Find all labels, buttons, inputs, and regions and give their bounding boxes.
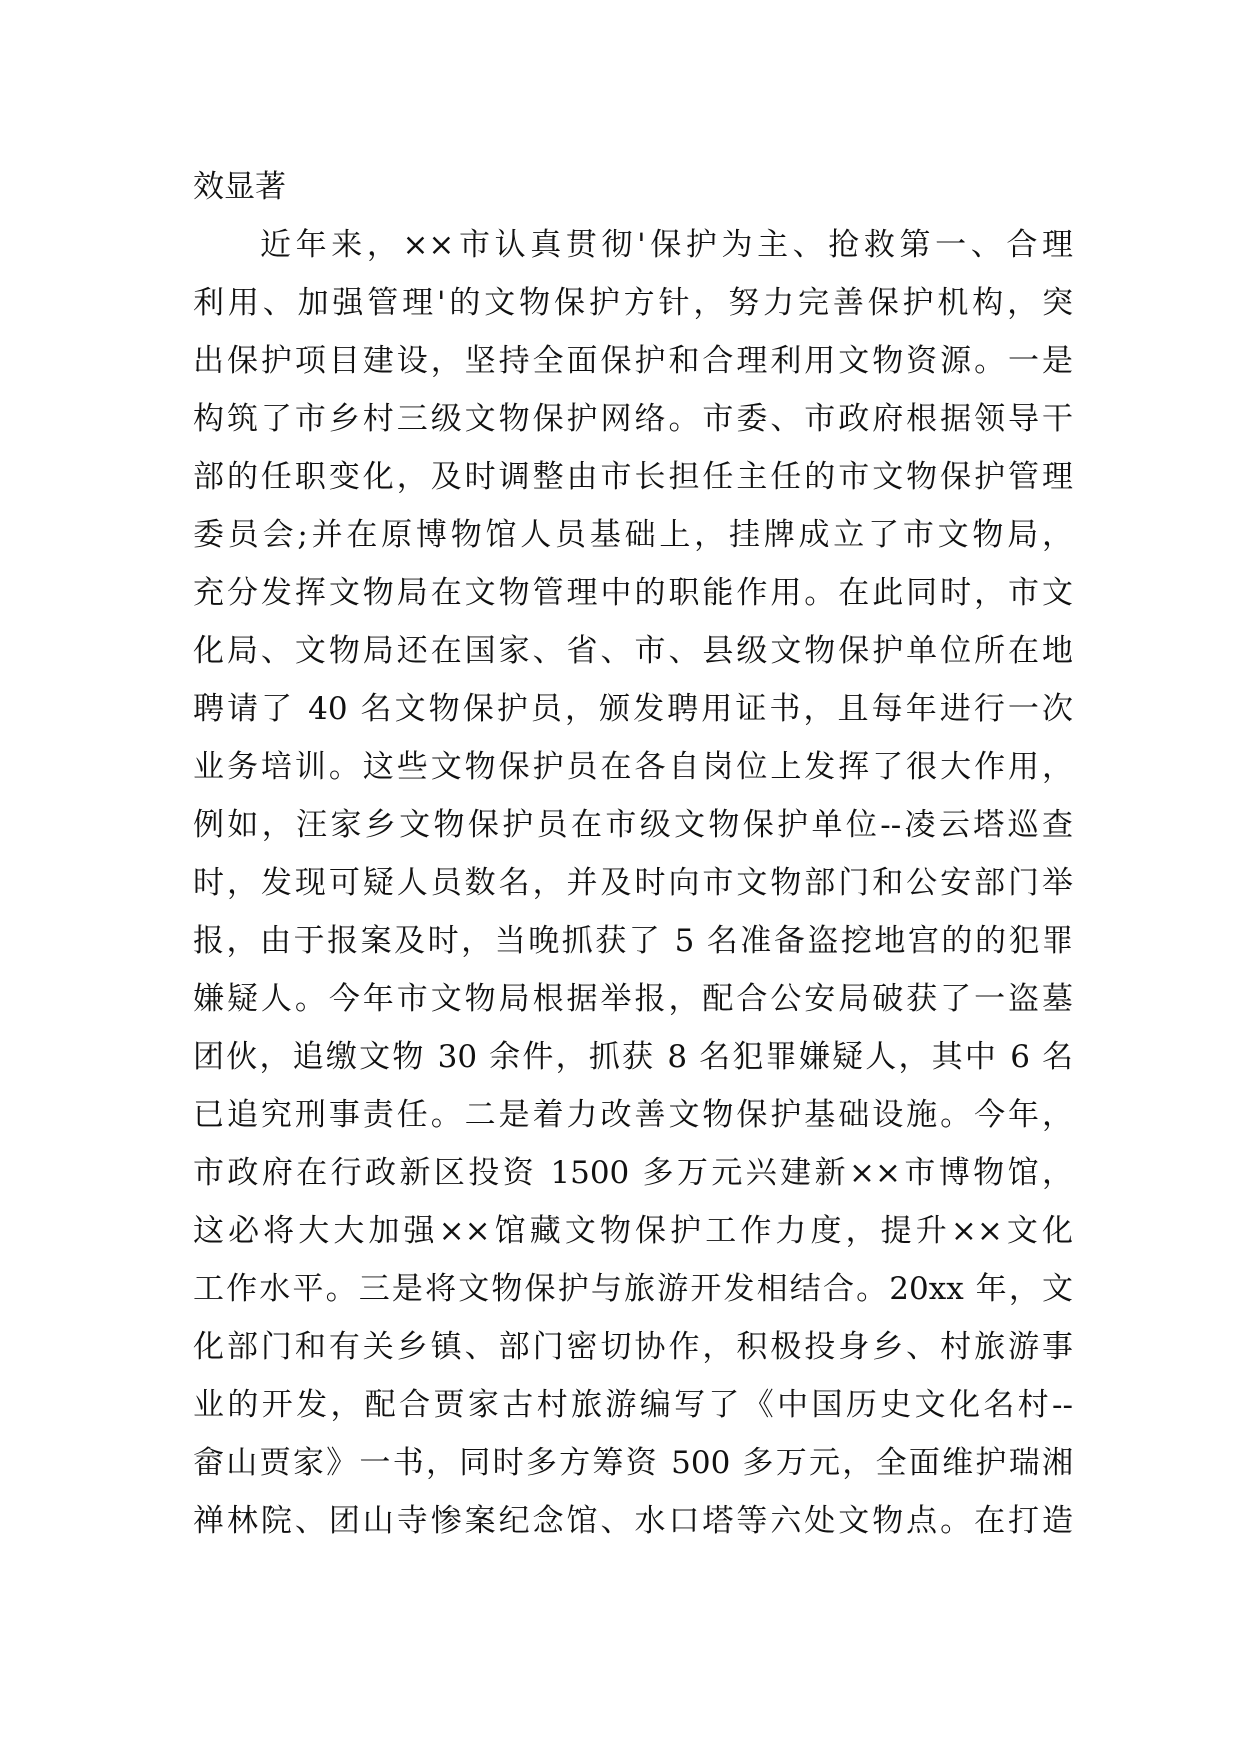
- text-line: 报，由于报案及时，当晚抓获了 5 名准备盗挖地宫的的犯罪: [193, 923, 1073, 959]
- text-line: 化部门和有关乡镇、部门密切协作，积极投身乡、村旅游事: [193, 1329, 1073, 1365]
- text-line: 聘请了 40 名文物保护员，颁发聘用证书，且每年进行一次: [193, 691, 1073, 727]
- text-line: 时，发现可疑人员数名，并及时向市文物部门和公安部门举: [193, 865, 1073, 901]
- text-line: 构筑了市乡村三级文物保护网络。市委、市政府根据领导干: [193, 401, 1073, 437]
- text-line: 团伙，追缴文物 30 余件，抓获 8 名犯罪嫌疑人，其中 6 名: [193, 1039, 1073, 1075]
- text-line: 畲山贾家》一书，同时多方筹资 500 多万元，全面维护瑞湘: [193, 1445, 1073, 1481]
- text-line: 例如，汪家乡文物保护员在市级文物保护单位--凌云塔巡查: [193, 807, 1073, 843]
- text-line: 效显著: [193, 169, 286, 205]
- text-line: 充分发挥文物局在文物管理中的职能作用。在此同时，市文: [193, 575, 1073, 611]
- text-line: 业务培训。这些文物保护员在各自岗位上发挥了很大作用，: [193, 749, 1073, 785]
- text-line: 利用、加强管理'的文物保护方针，努力完善保护机构，突: [193, 285, 1073, 321]
- text-line: 嫌疑人。今年市文物局根据举报，配合公安局破获了一盗墓: [193, 981, 1073, 1017]
- body-text: [193, 158, 1073, 1550]
- text-line: 这必将大大加强××馆藏文物保护工作力度，提升××文化: [193, 1213, 1073, 1249]
- text-line: 委员会;并在原博物馆人员基础上，挂牌成立了市文物局，: [193, 517, 1073, 553]
- text-line: 已追究刑事责任。二是着力改善文物保护基础设施。今年，: [193, 1097, 1073, 1133]
- text-line: 禅林院、团山寺惨案纪念馆、水口塔等六处文物点。在打造: [193, 1503, 1073, 1539]
- paragraph-first-line: 近年来，××市认真贯彻'保护为主、抢救第一、合理: [260, 227, 1073, 263]
- text-line: 部的任职变化，及时调整由市长担任主任的市文物保护管理: [193, 459, 1073, 495]
- text-line: 市政府在行政新区投资 1500 多万元兴建新××市博物馆，: [193, 1155, 1073, 1191]
- text-line: 出保护项目建设，坚持全面保护和合理利用文物资源。一是: [193, 343, 1073, 379]
- text-line: 化局、文物局还在国家、省、市、县级文物保护单位所在地: [193, 633, 1073, 669]
- text-line: 工作水平。三是将文物保护与旅游开发相结合。20xx 年，文: [193, 1271, 1073, 1307]
- text-line: 业的开发，配合贾家古村旅游编写了《中国历史文化名村--: [193, 1387, 1073, 1423]
